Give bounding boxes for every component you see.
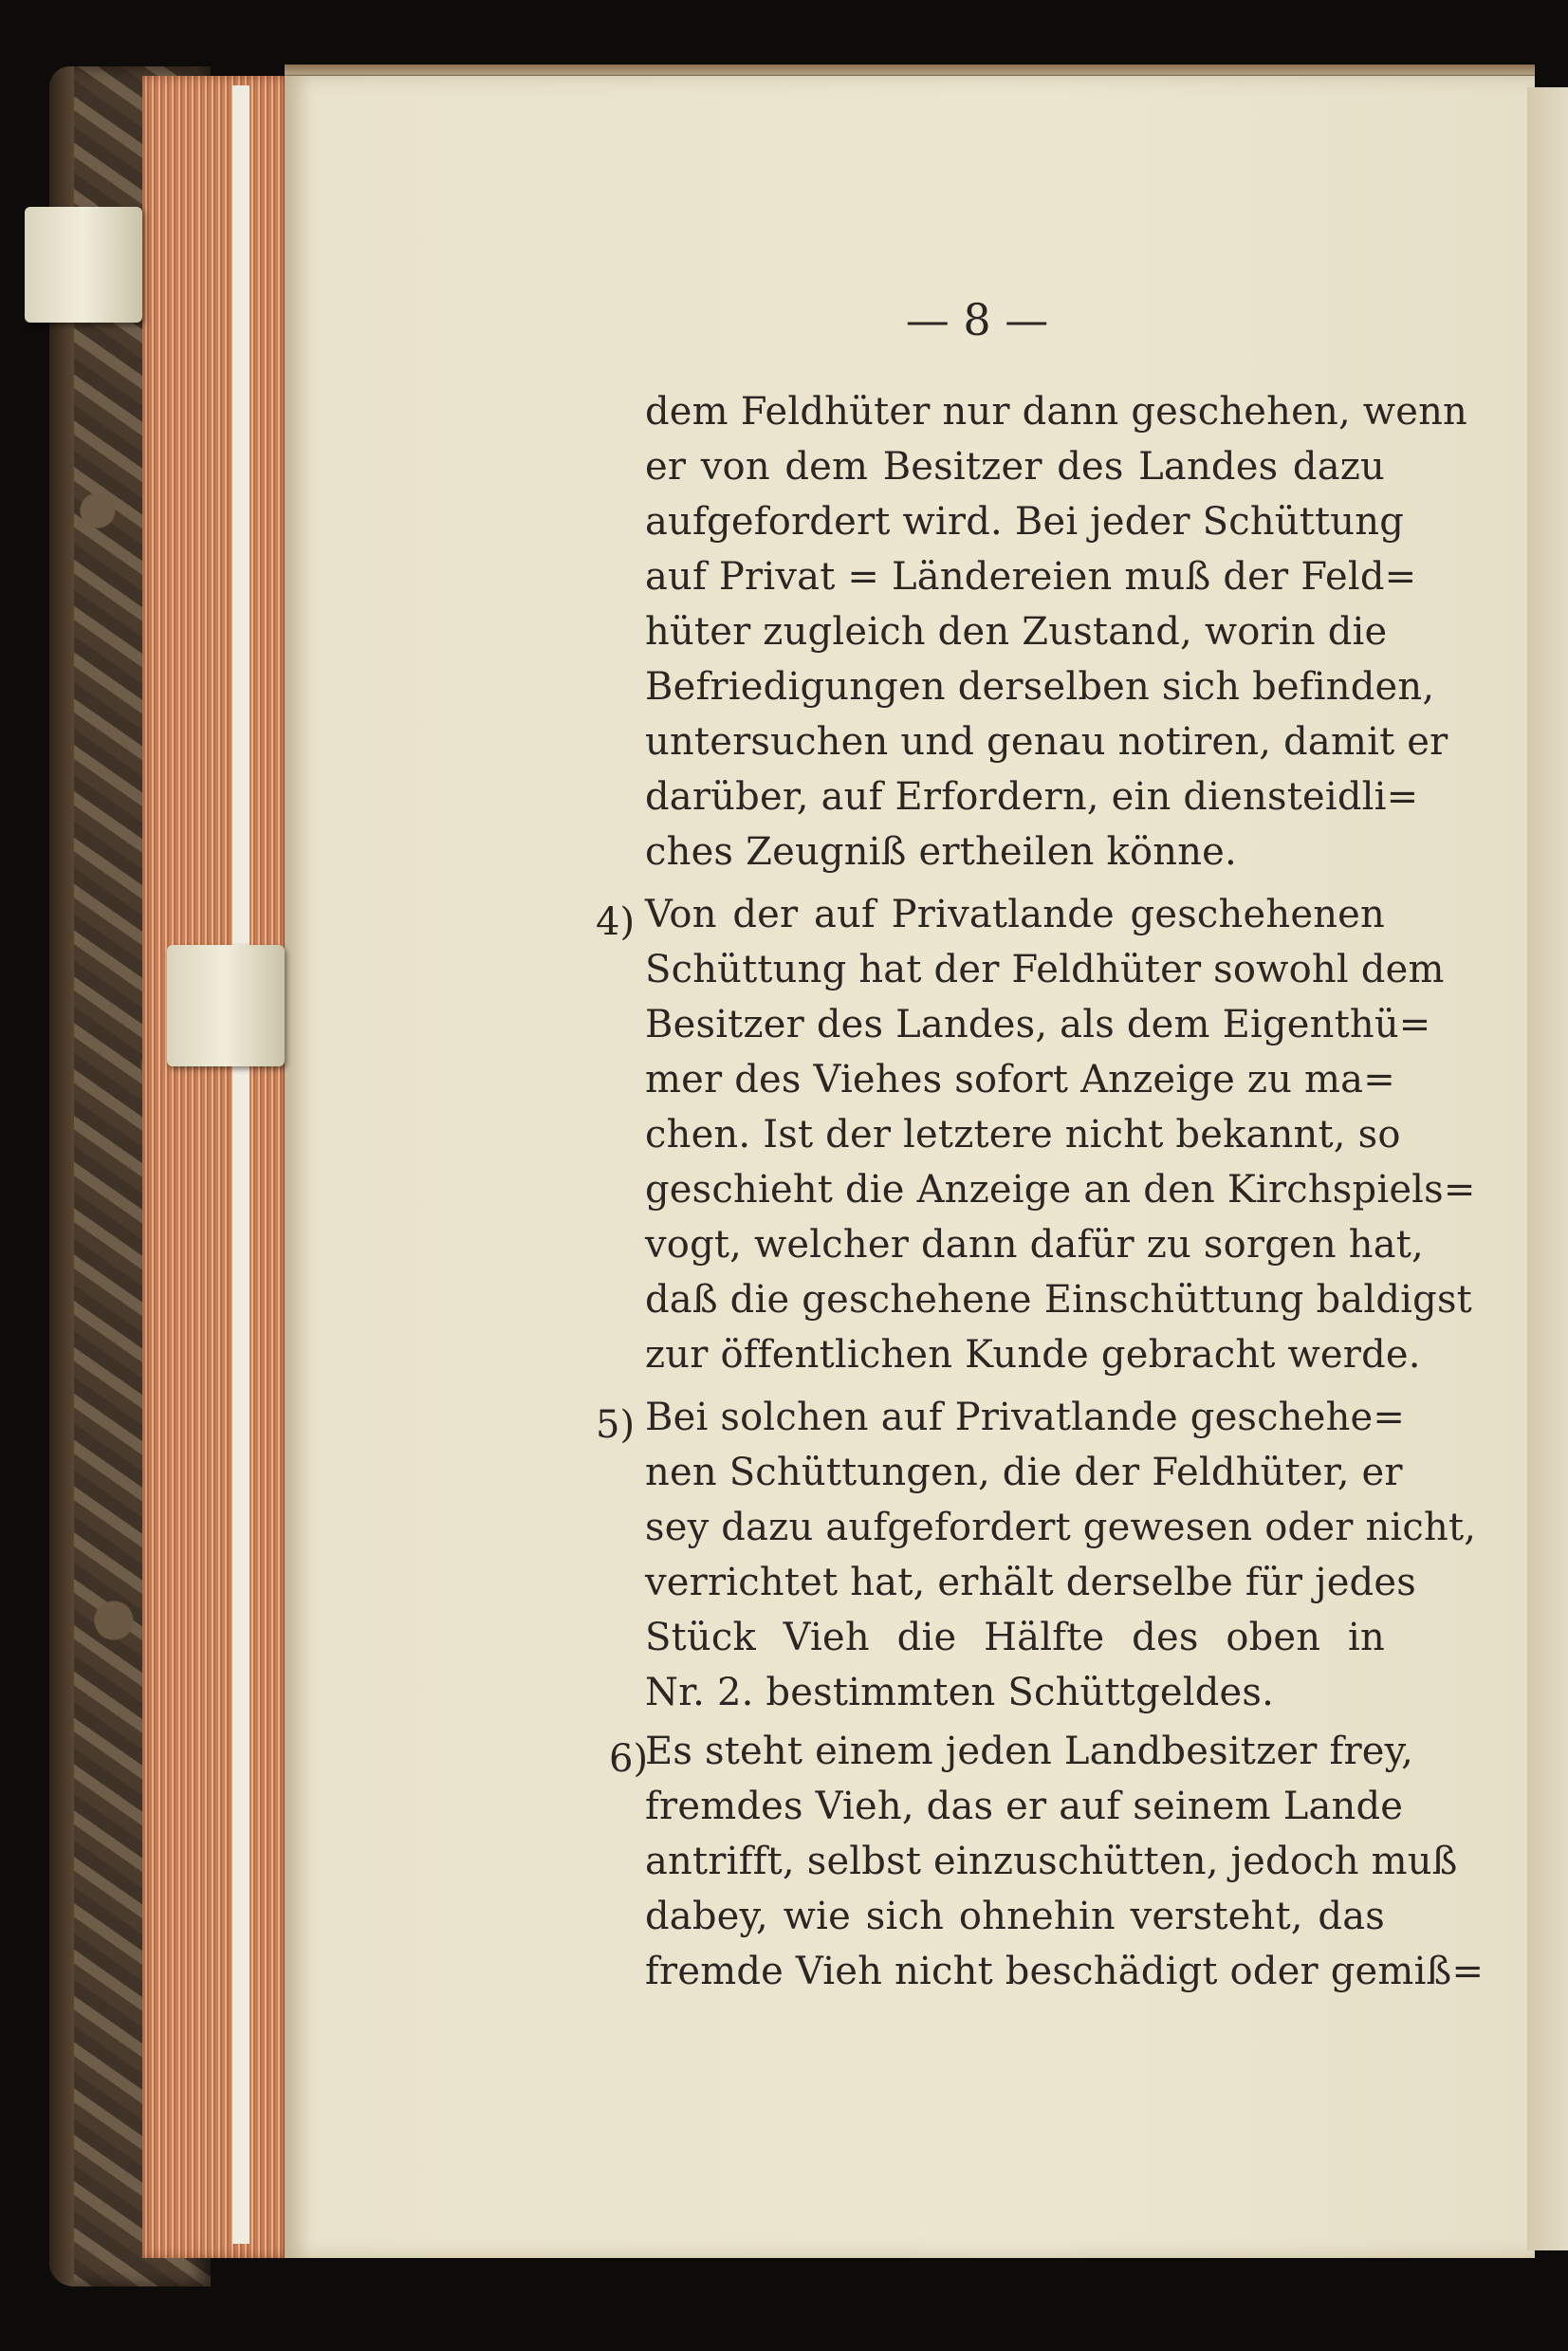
- text-line: chen. Ist der letztere nicht bekannt, so: [645, 1113, 1401, 1157]
- item-number-5: 5): [596, 1403, 636, 1447]
- item-number-4: 4): [596, 900, 636, 944]
- text-line: nen Schüttungen, die der Feldhüter, er: [645, 1451, 1403, 1494]
- clasp-top: [25, 207, 142, 323]
- book-spine: [49, 66, 74, 2286]
- text-line: untersuchen und genau notiren, damit er: [645, 720, 1448, 764]
- text-line: sey dazu aufgefordert gewesen oder nicht,: [645, 1506, 1477, 1549]
- text-line: Besitzer des Landes, als dem Eigenthü=: [645, 1003, 1431, 1046]
- text-line: Von der auf Privatlande geschehenen: [645, 893, 1385, 936]
- text-line: dabey, wie sich ohnehin versteht, das: [645, 1895, 1385, 1938]
- text-line: hüter zugleich den Zustand, worin die: [645, 610, 1388, 654]
- page-edges: [142, 76, 308, 2258]
- text-line: daß die geschehene Einschüttung baldigst: [645, 1278, 1472, 1322]
- text-line: auf Privat = Ländereien muß der Feld=: [645, 555, 1417, 599]
- text-line: Schüttung hat der Feldhüter sowohl dem: [645, 948, 1445, 991]
- text-line: vogt, welcher dann dafür zu sorgen hat,: [645, 1223, 1424, 1267]
- text-line: Es steht einem jeden Landbesitzer frey,: [645, 1730, 1414, 1773]
- next-page-edge: [1527, 87, 1568, 2250]
- text-line: dem Feldhüter nur dann geschehen, wenn: [645, 390, 1468, 434]
- text-line: aufgefordert wird. Bei jeder Schüttung: [645, 500, 1405, 544]
- page-number: — 8 —: [905, 294, 1049, 345]
- item-number-6: 6): [609, 1737, 649, 1781]
- clasp-middle: [167, 945, 285, 1066]
- text-line: darüber, auf Erfordern, ein diensteidli=: [645, 775, 1419, 819]
- text-line: verrichtet hat, erhält derselbe für jedes: [645, 1561, 1416, 1604]
- text-line: fremde Vieh nicht beschädigt oder gemiß=: [645, 1950, 1485, 1993]
- text-line: mer des Viehes sofort Anzeige zu ma=: [645, 1058, 1395, 1101]
- text-line: antrifft, selbst einzuschütten, jedoch muß: [645, 1840, 1458, 1883]
- text-line: er von dem Besitzer des Landes dazu: [645, 445, 1385, 489]
- text-line: geschieht die Anzeige an den Kirchspiels=: [645, 1168, 1476, 1212]
- text-line: ches Zeugniß ertheilen könne.: [645, 830, 1237, 874]
- text-line: Nr. 2. bestimmten Schüttgeldes.: [645, 1671, 1275, 1714]
- text-line: Befriedigungen derselben sich befinden,: [645, 665, 1435, 709]
- text-line: Bei solchen auf Privatlande geschehe=: [645, 1396, 1406, 1439]
- text-line: zur öffentlichen Kunde gebracht werde.: [645, 1333, 1421, 1377]
- page-edge-highlight: [232, 85, 249, 2244]
- text-line: fremdes Vieh, das er auf seinem Lande: [645, 1785, 1404, 1828]
- text-line: Stück Vieh die Hälfte des oben in: [645, 1616, 1385, 1659]
